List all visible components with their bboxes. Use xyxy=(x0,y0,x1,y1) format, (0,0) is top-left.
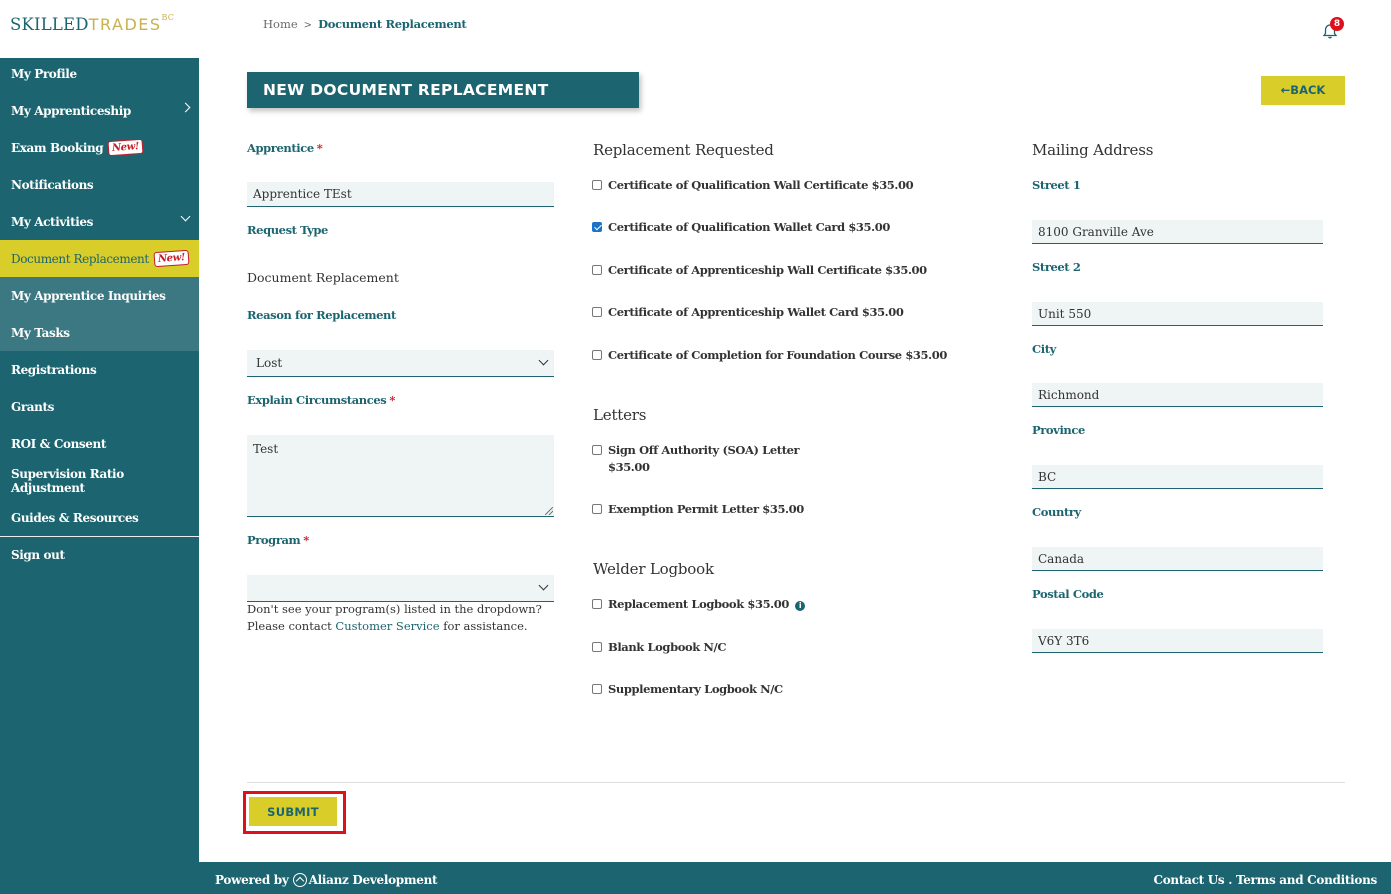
page-title: NEW DOCUMENT REPLACEMENT xyxy=(247,72,639,108)
reason-label: Reason for Replacement xyxy=(247,308,396,322)
sidebar-item-roi-consent[interactable]: ROI & Consent xyxy=(11,436,106,451)
sidebar-item-sign-out[interactable]: Sign out xyxy=(0,536,199,573)
city-field[interactable] xyxy=(1032,383,1323,407)
sidebar-item-my-activities[interactable]: My Activities xyxy=(0,203,199,240)
street2-field[interactable] xyxy=(1032,302,1323,326)
checkbox-checked[interactable] xyxy=(592,222,602,232)
checkbox[interactable] xyxy=(592,445,602,455)
request-type-value: Document Replacement xyxy=(247,270,399,285)
sidebar xyxy=(0,0,199,894)
province-label: Province xyxy=(1032,423,1085,437)
street2-label: Street 2 xyxy=(1032,260,1081,274)
replacement-requested-title: Replacement Requested xyxy=(593,141,774,159)
checkbox-supplementary-logbook[interactable]: Supplementary Logbook N/C xyxy=(592,681,783,698)
breadcrumb-current: Document Replacement xyxy=(318,17,467,31)
logo[interactable]: $SKILLEDTRADES^{BC}$ xyxy=(10,13,175,34)
sidebar-item-notifications[interactable]: Notifications xyxy=(11,177,94,192)
checkbox[interactable] xyxy=(592,599,602,609)
sidebar-item-document-replacement[interactable]: Document Replacement New! xyxy=(0,240,199,277)
new-badge: New! xyxy=(153,250,189,267)
circumstances-textarea[interactable]: Test xyxy=(247,435,554,517)
sidebar-item-guides-resources[interactable]: Guides & Resources xyxy=(11,510,139,525)
breadcrumb: Home > Document Replacement xyxy=(263,17,467,31)
footer-company[interactable]: Alianz Development xyxy=(308,873,438,887)
checkbox-coa-wall-certificate[interactable]: Certificate of Apprenticeship Wall Certificate $35.00 xyxy=(592,262,927,279)
back-button[interactable]: ←BACK xyxy=(1261,76,1345,105)
chevron-down-icon xyxy=(181,212,191,222)
checkbox[interactable] xyxy=(592,350,602,360)
alianz-logo-icon xyxy=(293,873,307,887)
sidebar-nav xyxy=(0,55,199,573)
terms-link[interactable]: Terms and Conditions xyxy=(1235,873,1377,887)
sidebar-item-grants[interactable]: Grants xyxy=(11,399,54,414)
request-type-label: Request Type xyxy=(247,223,328,237)
program-help-text: Don't see your program(s) listed in the dropdown? Please contact Customer Service for assistance. xyxy=(247,602,542,633)
postal-code-label: Postal Code xyxy=(1032,587,1104,601)
street1-label: Street 1 xyxy=(1032,178,1081,192)
chevron-down-icon xyxy=(539,356,549,366)
footer xyxy=(199,862,1391,894)
province-field[interactable] xyxy=(1032,465,1323,489)
apprentice-label: Apprentice * xyxy=(247,141,323,155)
checkbox[interactable] xyxy=(592,684,602,694)
submit-button[interactable]: SUBMIT xyxy=(249,797,337,826)
sidebar-item-my-tasks[interactable]: My Tasks xyxy=(0,314,199,351)
resize-handle[interactable] xyxy=(545,507,553,515)
checkbox[interactable] xyxy=(592,180,602,190)
mailing-address-title: Mailing Address xyxy=(1032,141,1154,159)
sidebar-item-registrations[interactable]: Registrations xyxy=(11,362,97,377)
welder-logbook-title: Welder Logbook xyxy=(593,560,714,578)
checkbox-coa-wallet-card[interactable]: Certificate of Apprenticeship Wallet Card $35.00 xyxy=(592,304,903,321)
program-label: Program * xyxy=(247,533,309,547)
breadcrumb-home[interactable]: Home xyxy=(263,17,298,31)
notification-count-badge: 8 xyxy=(1330,17,1344,31)
sidebar-item-exam-booking[interactable]: Exam Booking New! xyxy=(0,129,199,166)
checkbox-coq-wallet-card[interactable]: Certificate of Qualification Wallet Card $35.00 xyxy=(592,219,890,236)
country-label: Country xyxy=(1032,505,1081,519)
sidebar-item-supervision-ratio[interactable]: Supervision Ratio Adjustment xyxy=(11,466,124,495)
circumstances-label: Explain Circumstances * xyxy=(247,393,395,407)
sidebar-item-my-profile[interactable]: My Profile xyxy=(11,66,77,81)
checkbox[interactable] xyxy=(592,504,602,514)
reason-select[interactable]: Lost xyxy=(247,350,554,377)
checkbox-coq-wall-certificate[interactable]: Certificate of Qualification Wall Certificate $35.00 xyxy=(592,177,913,194)
sidebar-item-my-apprenticeship[interactable]: My Apprenticeship xyxy=(0,92,199,129)
street1-field[interactable] xyxy=(1032,220,1323,244)
info-icon[interactable]: i xyxy=(795,601,805,611)
checkbox[interactable] xyxy=(592,307,602,317)
checkbox-foundation-course[interactable]: Certificate of Completion for Foundation Course $35.00 xyxy=(592,347,947,364)
program-select[interactable] xyxy=(247,575,554,602)
sidebar-item-my-apprentice-inquiries[interactable]: My Apprentice Inquiries xyxy=(0,277,199,314)
customer-service-link[interactable]: Customer Service xyxy=(335,619,440,633)
chevron-down-icon xyxy=(539,581,549,591)
checkbox[interactable] xyxy=(592,265,602,275)
logo-area xyxy=(0,0,199,58)
apprentice-field[interactable] xyxy=(247,182,554,207)
contact-us-link[interactable]: Contact Us xyxy=(1153,873,1225,887)
footer-powered-by: Powered by Alianz Development xyxy=(215,873,438,887)
checkbox-soa-letter[interactable]: Sign Off Authority (SOA) Letter $35.00 xyxy=(592,442,799,476)
new-badge: New! xyxy=(108,139,144,156)
letters-title: Letters xyxy=(593,406,647,424)
footer-links: Contact Us . Terms and Conditions xyxy=(1153,873,1377,887)
checkbox-replacement-logbook[interactable]: Replacement Logbook $35.00 i xyxy=(592,596,805,613)
checkbox-exemption-permit[interactable]: Exemption Permit Letter $35.00 xyxy=(592,501,804,518)
country-field[interactable] xyxy=(1032,547,1323,571)
city-label: City xyxy=(1032,342,1056,356)
form-divider xyxy=(247,782,1345,783)
checkbox-blank-logbook[interactable]: Blank Logbook N/C xyxy=(592,639,726,656)
checkbox[interactable] xyxy=(592,642,602,652)
postal-code-field[interactable] xyxy=(1032,629,1323,653)
chevron-right-icon xyxy=(181,103,191,113)
